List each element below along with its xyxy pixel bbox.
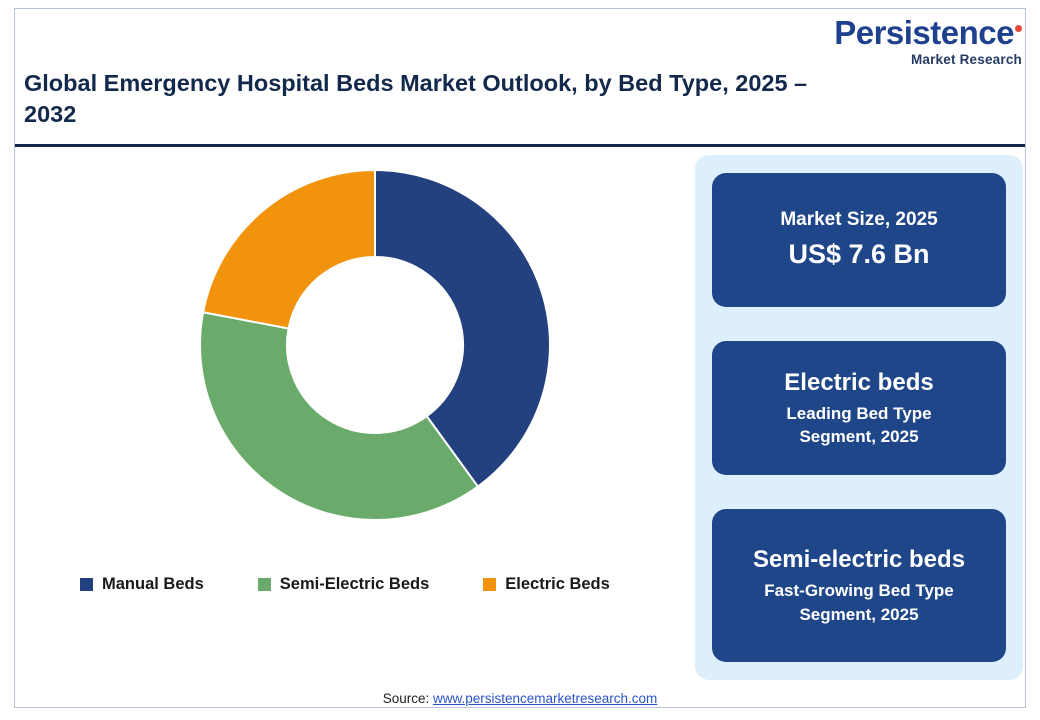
page-title: Global Emergency Hospital Beds Market Outlook, by Bed Type, 2025 – 2032 bbox=[24, 70, 808, 128]
brand-name-text: Persistence bbox=[834, 14, 1014, 51]
source-link[interactable]: www.persistencemarketresearch.com bbox=[432, 691, 658, 706]
legend-swatch-manual-beds bbox=[80, 578, 93, 591]
fast-growing-segment-card bbox=[712, 509, 1006, 662]
highlights-panel bbox=[695, 155, 1023, 680]
legend-swatch-electric-beds bbox=[483, 578, 496, 591]
market-size-value: US$ 7.6 Bn bbox=[788, 238, 930, 269]
title-divider bbox=[15, 144, 1025, 147]
leading-segment-line1: Leading Bed Type bbox=[786, 403, 932, 423]
chart-area bbox=[30, 155, 680, 625]
leading-segment-line2: Segment, 2025 bbox=[799, 427, 919, 446]
donut-chart bbox=[195, 165, 555, 525]
leading-segment-card bbox=[712, 341, 1006, 475]
fast-growing-segment-heading: Semi-electric beds bbox=[752, 546, 966, 574]
brand-tagline: Market Research bbox=[910, 52, 1022, 67]
source-prefix: Source: bbox=[382, 691, 433, 706]
market-size-caption: Market Size, 2025 bbox=[780, 209, 938, 231]
legend-item-semi-electric-beds bbox=[258, 575, 429, 594]
legend-label-electric-beds: Electric Beds bbox=[505, 575, 610, 593]
legend-label-manual-beds: Manual Beds bbox=[102, 575, 204, 593]
legend-item-manual-beds bbox=[80, 575, 204, 594]
fast-growing-segment-line2: Segment, 2025 bbox=[799, 604, 919, 624]
legend-label-semi-electric-beds: Semi-Electric Beds bbox=[279, 575, 430, 593]
fast-growing-segment-line1: Fast-Growing Bed Type bbox=[764, 581, 954, 601]
donut-chart-svg bbox=[195, 165, 555, 525]
legend-swatch-semi-electric-beds bbox=[258, 578, 271, 591]
brand-name bbox=[834, 16, 1022, 49]
chart-legend bbox=[80, 575, 680, 594]
source-note bbox=[0, 691, 1040, 706]
leading-segment-heading: Electric beds bbox=[784, 368, 934, 396]
legend-item-electric-beds bbox=[483, 575, 610, 594]
brand-logo bbox=[834, 16, 1022, 67]
market-size-card bbox=[712, 173, 1006, 307]
donut-slice-electric-beds bbox=[203, 170, 375, 329]
brand-dot-icon bbox=[1015, 25, 1022, 32]
